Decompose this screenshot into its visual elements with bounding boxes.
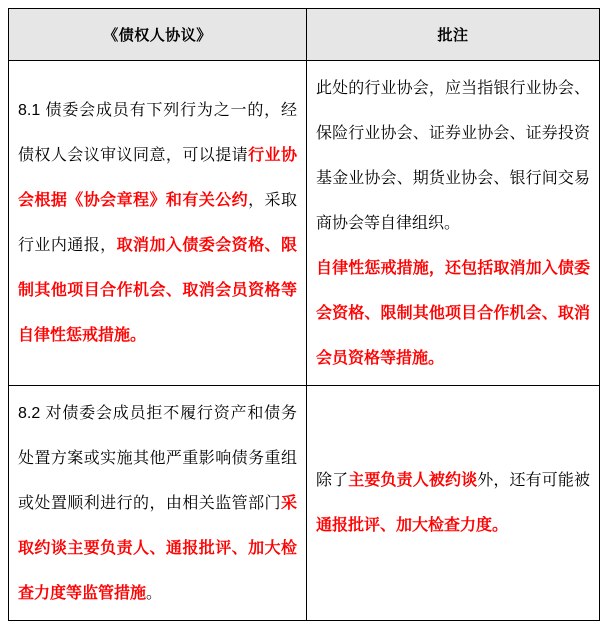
paragraph bbox=[18, 391, 297, 616]
emphasized-red-text: 取消加入债委会资格、限制其他项目合作机会、取消会员资格等自律性惩戒措施。 bbox=[18, 237, 297, 344]
header-cell-agreement-title: 《债权人协议》 bbox=[9, 9, 307, 61]
table-row-clause-8-1 bbox=[9, 61, 600, 386]
paragraph bbox=[18, 88, 297, 358]
cell-annotation-8-1-text bbox=[307, 61, 600, 386]
paragraph bbox=[316, 458, 590, 548]
emphasized-red-text: 采取约谈主要负责人、通报批评、加大检查力度等监管措施 bbox=[18, 494, 297, 602]
emphasized-red-text: 行业协会根据《协会章程》和有关公约 bbox=[18, 147, 297, 209]
cell-clause-8-2-text bbox=[9, 386, 307, 621]
body-text: 此处的行业协会，应当指银行业协会、保险行业协会、证券业协会、证券投资基金业协会、期货业协会、银行间交易商协会等自律组织。 bbox=[316, 79, 590, 232]
comparison-table bbox=[8, 8, 600, 621]
emphasized-red-text: 主要负责人被约谈 bbox=[348, 472, 478, 489]
cell-clause-8-1-text bbox=[9, 61, 307, 386]
body-text: 。 bbox=[146, 584, 163, 602]
body-text: 外，还有可能被 bbox=[477, 472, 590, 489]
emphasized-red-text: 自律性惩戒措施，还包括取消加入债委会资格、限制其他项目合作机会、取消会员资格等措施。 bbox=[316, 259, 590, 367]
paragraph bbox=[316, 246, 590, 381]
emphasized-red-text: 通报批评、加大检查力度。 bbox=[316, 517, 509, 534]
cell-annotation-8-2-text bbox=[307, 386, 600, 621]
body-text: 8.2 对债委会成员拒不履行资产和债务处置方案或实施其他严重影响债务重组或处置顺利进行的，由相关监管部门 bbox=[18, 404, 297, 512]
body-text: ，采取行业内通报， bbox=[18, 192, 297, 254]
body-text: 8.1 债委会成员有下列行为之一的，经债权人会议审议同意，可以提请 bbox=[18, 102, 297, 164]
paragraph bbox=[316, 66, 590, 246]
header-cell-annotation-title: 批注 bbox=[307, 9, 600, 61]
table-header-row bbox=[9, 9, 600, 61]
table-row-clause-8-2 bbox=[9, 386, 600, 621]
body-text: 除了 bbox=[316, 472, 349, 489]
